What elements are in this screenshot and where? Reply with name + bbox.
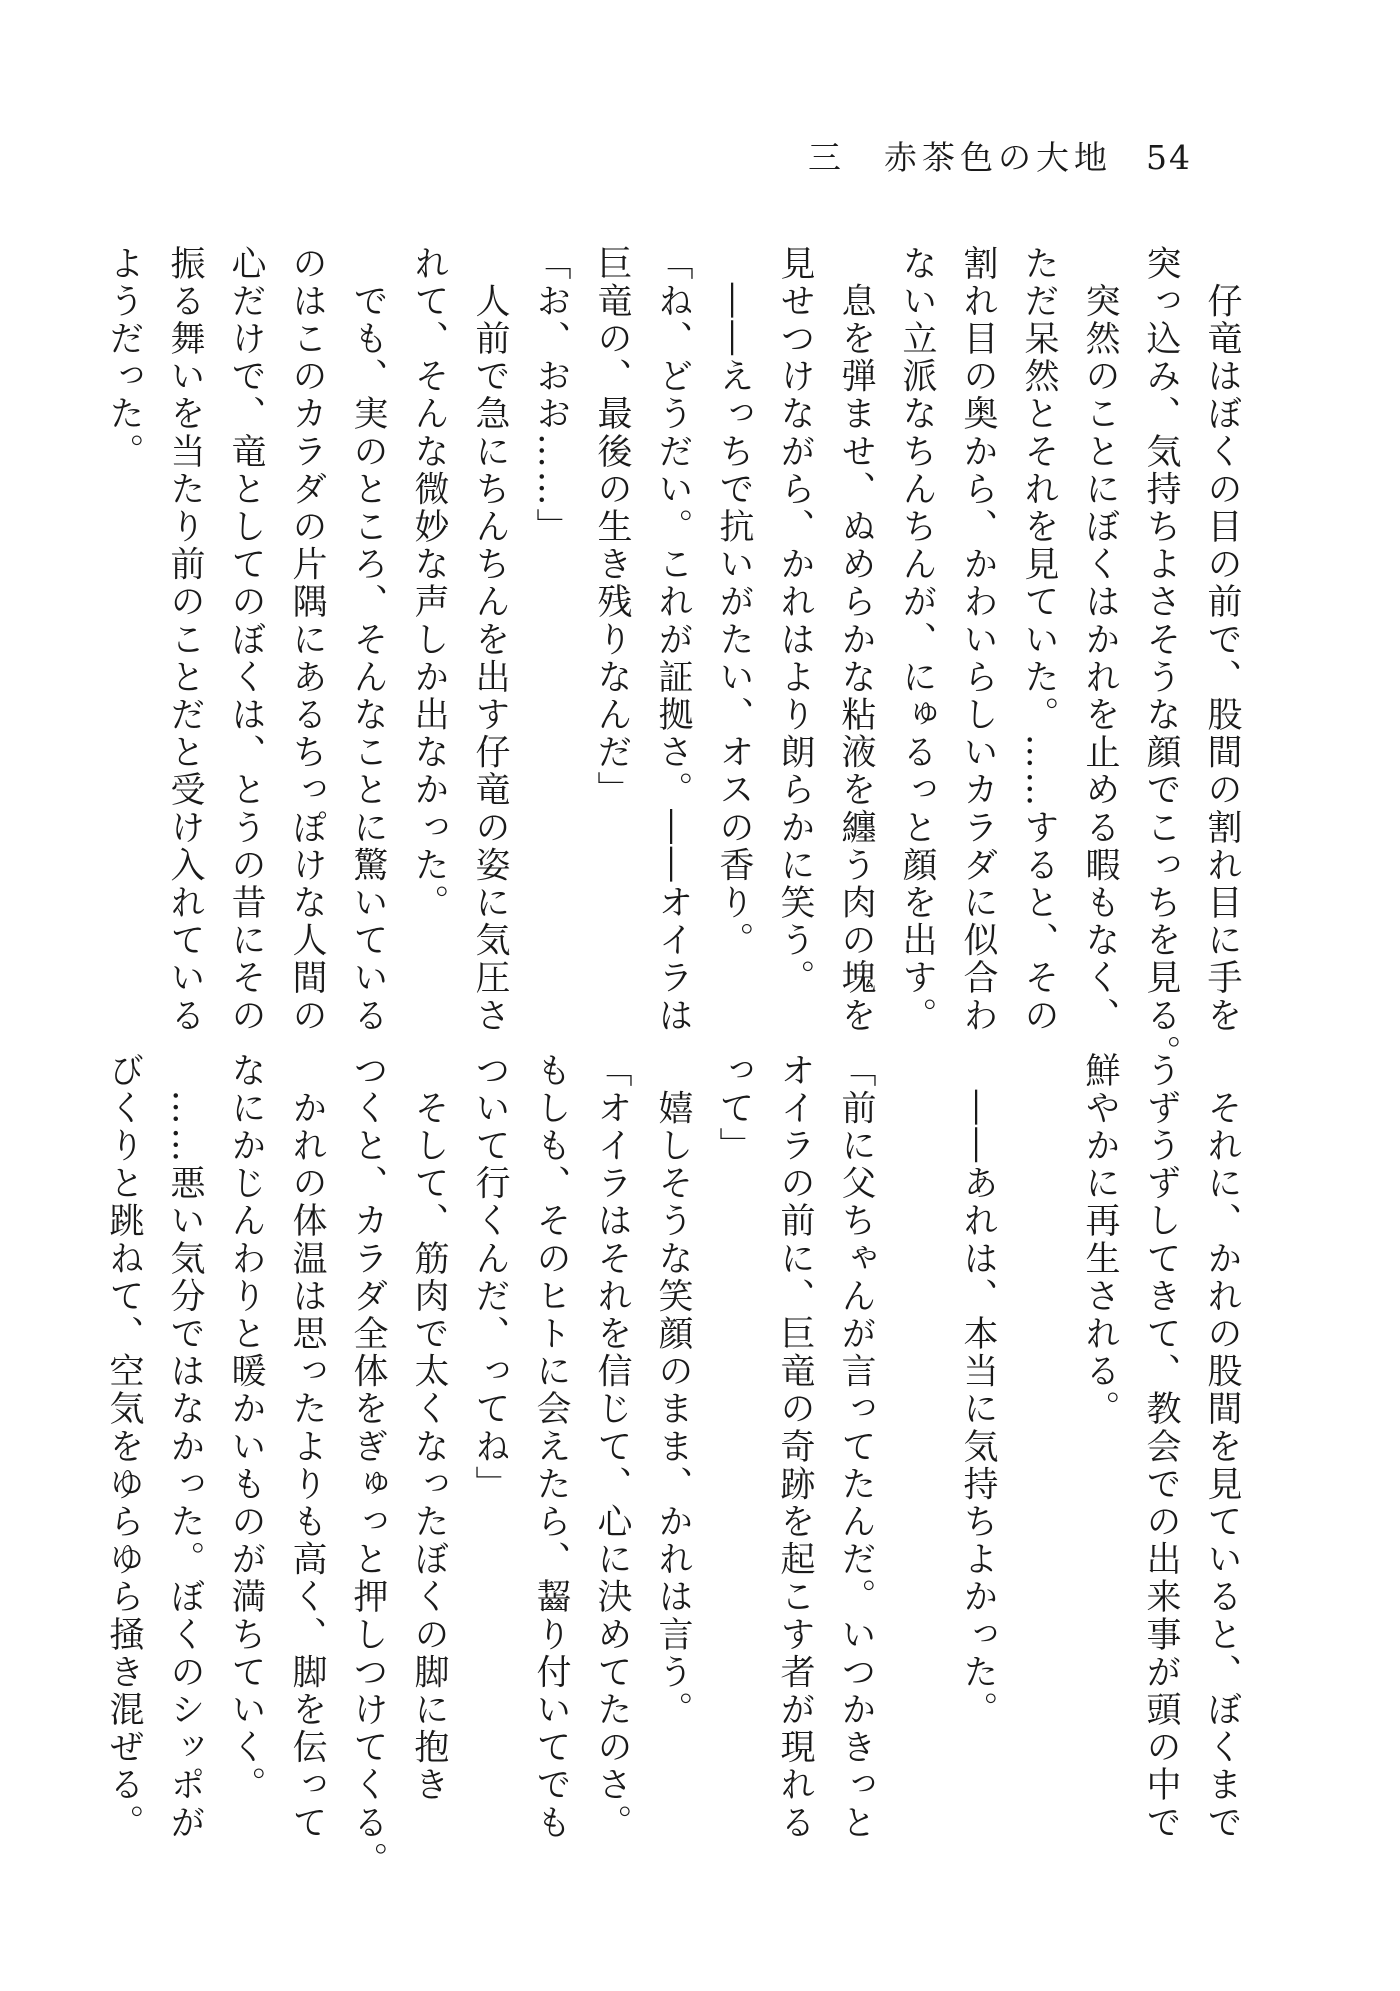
text-line: 「前に父ちゃんが言ってたんだ。いつかきっと — [836, 1052, 876, 1842]
text-line: もしも、そのヒトに会えたら、齧り付いてでも — [531, 1052, 571, 1842]
text-line: かれの体温は思ったよりも高く、脚を伝って — [287, 1052, 327, 1842]
text-line: 嬉しそうな笑顔のまま、かれは言う。 — [653, 1052, 693, 1729]
text-line: ただ呆然とそれを見ていた。……すると、その — [1019, 245, 1059, 1035]
text-block-top — [104, 245, 1252, 1073]
text-line: 息を弾ませ、ぬめらかな粘液を纏う肉の塊を — [836, 245, 876, 1035]
text-line: うずうずしてきて、教会での出来事が頭の中で — [1141, 1052, 1181, 1842]
text-line: 見せつけながら、かれはより朗らかに笑う。 — [775, 245, 815, 997]
text-line: 鮮やかに再生される。 — [1080, 1052, 1120, 1428]
text-line: ようだった。 — [104, 245, 144, 471]
text-line: 人前で急にちんちんを出す仔竜の姿に気圧さ — [470, 245, 510, 1035]
text-line: そして、筋肉で太くなったぼくの脚に抱き — [409, 1052, 449, 1804]
page-number: 54 — [1146, 138, 1192, 177]
text-line: のはこのカラダの片隅にあるちっぽけな人間の — [287, 245, 327, 1035]
text-line: 振る舞いを当たり前のことだと受け入れている — [165, 245, 205, 1035]
text-line: 割れ目の奥から、かわいらしいカラダに似合わ — [958, 245, 998, 1035]
text-line: つくと、カラダ全体をぎゅっと押しつけてくる。 — [348, 1052, 388, 1880]
text-block-bottom — [104, 1052, 1252, 1880]
text-line: ――えっちで抗いがたい、オスの香り。 — [714, 245, 754, 960]
text-line: って」 — [714, 1052, 754, 1165]
text-line: 仔竜はぼくの目の前で、股間の割れ目に手を — [1202, 245, 1242, 1035]
text-line: ……悪い気分ではなかった。ぼくのシッポが — [165, 1052, 205, 1842]
running-header — [808, 132, 1192, 179]
text-line: オイラの前に、巨竜の奇跡を起こす者が現れる — [775, 1052, 815, 1842]
text-line: でも、実のところ、そんなことに驚いている — [348, 245, 388, 1035]
text-line: 「ね、どうだい。これが証拠さ。――オイラは — [653, 245, 693, 1035]
text-line: れて、そんな微妙な声しか出なかった。 — [409, 245, 449, 922]
text-line: 心だけで、竜としてのぼくは、とうの昔にその — [226, 245, 266, 1035]
text-line: 突然のことにぼくはかれを止める暇もなく、 — [1080, 245, 1120, 1035]
text-line: びくりと跳ねて、空気をゆらゆら掻き混ぜる。 — [104, 1052, 144, 1842]
blank-line — [1008, 1052, 1069, 1792]
blank-line — [886, 1052, 947, 1792]
text-line: 「お、おお……」 — [531, 245, 571, 546]
text-line: ――あれは、本当に気持ちよかった。 — [958, 1052, 998, 1729]
text-line: 突っ込み、気持ちよさそうな顔でこっちを見る。 — [1141, 245, 1181, 1073]
chapter-title: 三 赤茶色の大地 — [808, 138, 1112, 177]
text-line: なにかじんわりと暖かいものが満ちていく。 — [226, 1052, 266, 1804]
text-line: ない立派なちんちんが、にゅるっと顔を出す。 — [897, 245, 937, 1035]
text-line: 「オイラはそれを信じて、心に決めてたのさ。 — [592, 1052, 632, 1842]
text-line: ついて行くんだ、ってね」 — [470, 1052, 510, 1504]
text-line: 巨竜の、最後の生き残りなんだ」 — [592, 245, 632, 809]
text-line: それに、かれの股間を見ていると、ぼくまで — [1202, 1052, 1242, 1842]
